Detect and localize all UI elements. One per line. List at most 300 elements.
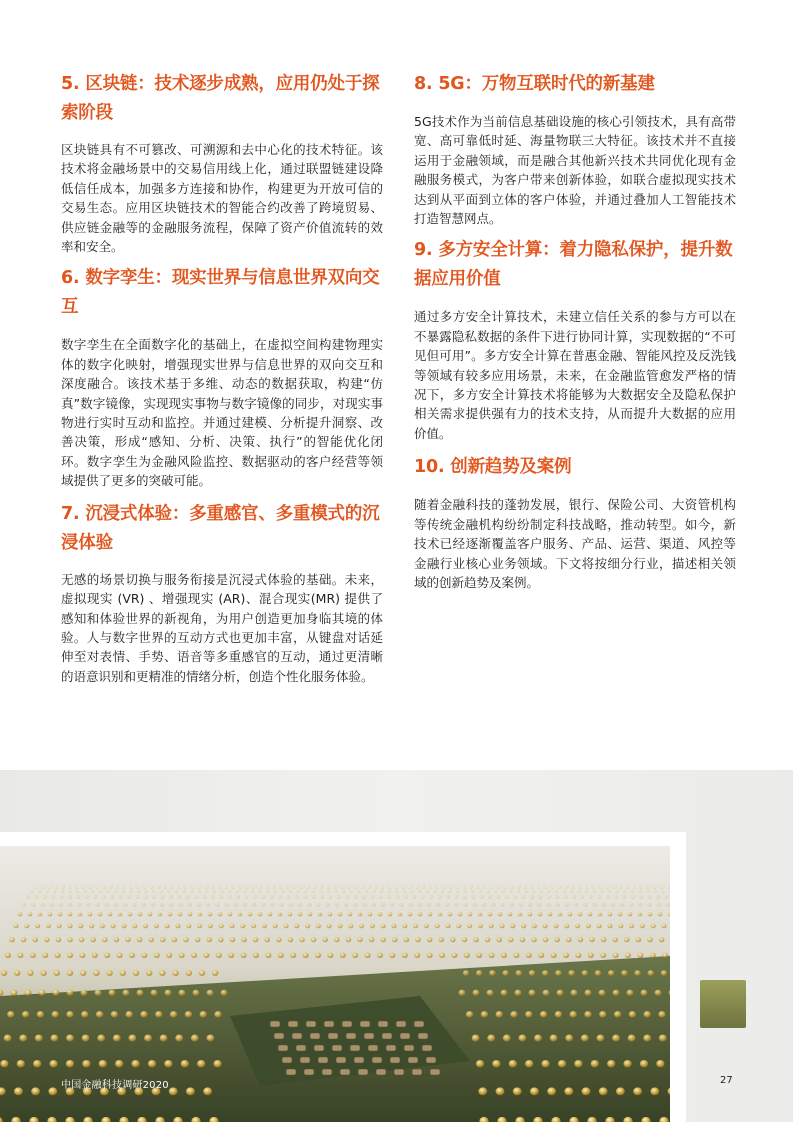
pin: [11, 990, 18, 996]
pin: [104, 953, 110, 958]
pin: [31, 903, 35, 907]
pin: [255, 885, 257, 887]
pin: [456, 924, 461, 929]
section-heading: 10. 创新趋势及案例: [414, 457, 572, 478]
pin: [570, 1011, 577, 1018]
section-heading: 5. 区块链：技术逐步成熟，应用仍处于探索阶段: [61, 74, 380, 123]
pin: [472, 1034, 480, 1041]
pin: [599, 1011, 606, 1018]
pin: [377, 953, 383, 958]
pin: [627, 990, 634, 996]
pin: [480, 895, 484, 898]
pin: [524, 886, 527, 889]
pin: [59, 903, 63, 907]
pin: [154, 953, 160, 958]
pin: [224, 903, 228, 907]
pin: [599, 886, 602, 889]
pin: [90, 937, 96, 942]
pin: [99, 890, 102, 893]
pin: [311, 937, 317, 942]
pin: [126, 1011, 133, 1018]
pin: [464, 953, 470, 958]
pin: [521, 924, 526, 929]
pin: [205, 890, 208, 893]
pin: [198, 912, 203, 916]
pin: [517, 890, 520, 893]
pin: [160, 903, 164, 907]
pin: [380, 890, 383, 893]
capacitor: [350, 1045, 360, 1051]
pin: [614, 895, 618, 898]
pin: [152, 895, 156, 898]
pin: [129, 890, 132, 893]
pin: [248, 912, 253, 916]
pin: [211, 895, 215, 898]
pin: [203, 895, 207, 898]
pin: [507, 885, 509, 887]
pin: [637, 953, 643, 958]
pin: [443, 886, 446, 889]
pin: [638, 903, 642, 907]
pin: [581, 1034, 589, 1041]
capacitor: [354, 1057, 364, 1063]
pin: [362, 895, 366, 898]
pin: [513, 953, 519, 958]
pin: [508, 937, 514, 942]
pin: [228, 953, 234, 958]
pin: [123, 990, 130, 996]
pin: [608, 912, 613, 916]
pin: [543, 990, 550, 996]
pin: [295, 895, 299, 898]
pin: [197, 903, 201, 907]
pin: [7, 1011, 14, 1018]
pin: [53, 990, 60, 996]
pin: [137, 886, 140, 889]
pin: [525, 1060, 533, 1067]
pin: [618, 912, 623, 916]
pin: [225, 886, 228, 889]
pin: [266, 886, 269, 889]
pin: [123, 903, 127, 907]
pin: [39, 885, 41, 887]
pin: [502, 890, 505, 893]
pin: [667, 886, 670, 889]
pin: [613, 886, 616, 889]
pin: [404, 937, 410, 942]
pin: [286, 886, 289, 889]
pin: [578, 912, 583, 916]
pin: [599, 990, 606, 996]
pin: [655, 990, 662, 996]
capacitor: [396, 1021, 406, 1027]
pin: [44, 937, 50, 942]
pin: [132, 924, 137, 929]
pin: [418, 912, 423, 916]
pin: [19, 1034, 27, 1041]
pin: [595, 970, 601, 976]
pin: [35, 924, 40, 929]
pin: [21, 937, 27, 942]
pin: [93, 970, 99, 976]
pin: [80, 970, 86, 976]
pin: [470, 886, 473, 889]
pin: [188, 912, 193, 916]
pin: [629, 924, 634, 929]
pin: [402, 924, 407, 929]
pin: [57, 924, 62, 929]
capacitor: [282, 1057, 292, 1063]
pin: [289, 903, 293, 907]
pin: [628, 1034, 636, 1041]
pin: [84, 890, 87, 893]
pin: [25, 990, 32, 996]
capacitor: [360, 1021, 370, 1027]
pin: [445, 924, 450, 929]
pin: [603, 885, 605, 887]
pin: [487, 1034, 495, 1041]
pin: [169, 895, 173, 898]
pin: [283, 924, 288, 929]
pin: [197, 1060, 205, 1067]
pin: [179, 990, 186, 996]
section-heading: 9. 多方安全计算：着力隐私保护，提升数据应用价值: [414, 240, 733, 290]
pin: [146, 970, 152, 976]
pin: [631, 895, 635, 898]
section-blockchain: [61, 70, 383, 256]
pin: [128, 912, 133, 916]
pin: [568, 970, 574, 976]
pin: [381, 903, 385, 907]
pin: [509, 1060, 517, 1067]
pin: [32, 937, 38, 942]
pin: [67, 953, 73, 958]
pin: [510, 924, 515, 929]
capacitor: [346, 1033, 356, 1039]
pin: [1, 970, 7, 976]
section-body: 区块链具有不可篡改、可溯源和去中心化的技术特征。该技术将金融场景中的交易信用线上化，通过联盟链建设降低信任成本，加强多方连接和协作，构建更为开放可信的交易生态。应用区块链技术的智能合约改善了跨境贸易、供应链金融等的金融服务流程，保障了资产价值流转的效率和安全。: [61, 142, 383, 255]
pin: [486, 890, 489, 893]
pin: [58, 912, 63, 916]
pin: [661, 970, 667, 976]
pin: [96, 1011, 103, 1018]
capacitor: [304, 1069, 314, 1075]
capacitor: [358, 1069, 368, 1075]
pin: [513, 885, 515, 887]
pin: [249, 885, 251, 887]
pin: [309, 885, 311, 887]
pin: [218, 912, 223, 916]
pin: [241, 953, 247, 958]
pin: [647, 886, 650, 889]
pin: [178, 903, 182, 907]
capacitor: [314, 1045, 324, 1051]
pin: [558, 886, 561, 889]
pin: [160, 937, 166, 942]
section-body: 数字孪生在全面数字化的基础上，在虚拟空间构建物理实体的数字化映射，增强现实世界与信息世界的双向交互和深度融合。该技术基于多维、动态的数据获取，构建“仿真”数字镜像，实现现实事物与数字镜像的同步，对现实事物进行实时互动和监控。并通过建模、分析提升洞察、改善决策，形成“感知、分析、决策、执行”的智能优化闭环。数字孪生为金融风险监控、数据驱动的客户经营等领域提供了更多的突破可能。: [61, 337, 383, 489]
pin: [40, 903, 44, 907]
pin: [281, 890, 284, 893]
pin: [215, 903, 219, 907]
pin: [327, 924, 332, 929]
pin: [299, 937, 305, 942]
pin: [548, 912, 553, 916]
pin: [483, 886, 486, 889]
pin: [621, 970, 627, 976]
pin: [596, 1034, 604, 1041]
pin: [46, 890, 49, 893]
pin: [545, 886, 548, 889]
capacitor: [400, 1033, 410, 1039]
pin: [501, 885, 503, 887]
pin: [220, 890, 223, 893]
pin: [547, 890, 550, 893]
pin: [111, 924, 116, 929]
pin: [399, 903, 403, 907]
pin: [585, 990, 592, 996]
pin: [137, 937, 143, 942]
pin: [212, 970, 218, 976]
pin: [612, 1034, 620, 1041]
pin: [528, 903, 532, 907]
pin: [665, 895, 669, 898]
pin: [526, 953, 532, 958]
pin: [318, 912, 323, 916]
pin: [26, 895, 30, 898]
pin: [402, 886, 405, 889]
pin: [597, 924, 602, 929]
pin: [300, 886, 303, 889]
pin: [381, 924, 386, 929]
pin: [22, 1011, 29, 1018]
capacitor: [414, 1021, 424, 1027]
pin: [578, 937, 584, 942]
pin: [123, 886, 126, 889]
capacitor: [376, 1069, 386, 1075]
pin: [334, 890, 337, 893]
pin: [557, 990, 564, 996]
pin: [575, 953, 581, 958]
pin: [230, 937, 236, 942]
pin: [346, 937, 352, 942]
pin: [532, 890, 535, 893]
pin: [206, 903, 210, 907]
pin: [445, 903, 449, 907]
capacitor: [332, 1045, 342, 1051]
pin: [40, 970, 46, 976]
pin: [638, 912, 643, 916]
pin: [369, 937, 375, 942]
pin: [629, 1011, 636, 1018]
pin: [624, 937, 630, 942]
pin: [338, 912, 343, 916]
pin: [421, 895, 425, 898]
pin: [459, 885, 461, 887]
pin: [476, 970, 482, 976]
pin: [485, 937, 491, 942]
pin: [640, 924, 645, 929]
pin: [279, 886, 282, 889]
pin: [79, 937, 85, 942]
section-body: 随着金融科技的蓬勃发展，银行、保险公司、大资管机构等传统金融机构纷纷制定科技战略，推动转型。如今，新技术已经逐渐覆盖客户服务、产品、运营、渠道、风控等金融行业核心业务领域。下文将按细分行业，描述相关领域的创新趋势及案例。: [414, 497, 736, 590]
pin: [229, 924, 234, 929]
pin: [96, 886, 99, 889]
capacitor: [394, 1069, 404, 1075]
pin: [636, 937, 642, 942]
pin: [193, 990, 200, 996]
pin: [659, 1034, 667, 1041]
pin: [159, 970, 165, 976]
pin: [141, 885, 143, 887]
pin: [438, 937, 444, 942]
pin: [540, 890, 543, 893]
pin: [243, 903, 247, 907]
pin: [219, 924, 224, 929]
capacitor: [274, 1033, 284, 1039]
pin: [160, 890, 163, 893]
pin: [31, 1087, 40, 1095]
pin: [471, 890, 474, 893]
pin: [278, 912, 283, 916]
pin: [597, 885, 599, 887]
pin: [276, 937, 282, 942]
pin: [160, 1034, 168, 1041]
section-digital-twin: [61, 264, 383, 490]
pin: [14, 970, 20, 976]
pin: [105, 885, 107, 887]
pin: [133, 970, 139, 976]
capacitor: [386, 1045, 396, 1051]
pin: [659, 937, 665, 942]
pin: [427, 953, 433, 958]
pin: [626, 886, 629, 889]
capacitor: [318, 1057, 328, 1063]
pin: [543, 924, 548, 929]
pin: [455, 895, 459, 898]
pin: [171, 886, 174, 889]
pin: [170, 1011, 177, 1018]
pin: [417, 903, 421, 907]
pin: [565, 886, 568, 889]
pin: [551, 953, 557, 958]
pin: [164, 886, 167, 889]
pin: [24, 924, 29, 929]
pin: [236, 895, 240, 898]
pin: [619, 886, 622, 889]
pin: [164, 1060, 172, 1067]
pin: [558, 912, 563, 916]
pin: [473, 990, 480, 996]
pin: [633, 1087, 642, 1095]
pin: [127, 895, 131, 898]
pin: [348, 912, 353, 916]
pin: [172, 970, 178, 976]
pin: [392, 937, 398, 942]
pin: [599, 1087, 608, 1095]
pin: [438, 912, 443, 916]
pin: [478, 924, 483, 929]
pin: [478, 912, 483, 916]
pin: [539, 895, 543, 898]
pin: [52, 1011, 59, 1018]
pin: [598, 912, 603, 916]
pin: [268, 912, 273, 916]
pin: [550, 1034, 558, 1041]
pin: [141, 953, 147, 958]
pin: [118, 912, 123, 916]
capacitor: [306, 1021, 316, 1027]
pin: [68, 895, 72, 898]
pin: [357, 937, 363, 942]
pin: [95, 903, 99, 907]
pin: [221, 990, 228, 996]
pin: [551, 886, 554, 889]
pin: [365, 890, 368, 893]
pin: [294, 924, 299, 929]
pin: [574, 1060, 582, 1067]
pin: [454, 903, 458, 907]
pin: [426, 890, 429, 893]
pin: [245, 886, 248, 889]
pin: [236, 890, 239, 893]
pin: [530, 1087, 539, 1095]
pin: [538, 953, 544, 958]
pin: [607, 924, 612, 929]
pin: [601, 903, 605, 907]
pin: [522, 895, 526, 898]
chip-edge-decoration: [700, 980, 746, 1028]
section-innovation-trends: [414, 453, 736, 592]
pin: [651, 924, 656, 929]
pin: [177, 886, 180, 889]
pin: [109, 886, 112, 889]
pin: [496, 937, 502, 942]
pin: [182, 890, 185, 893]
section-body: 无感的场景切换与服务衔接是沉浸式体验的基础。未来，虚拟现实 (VR) 、增强现实 (AR)、混合现实(MR) 提供了感知和体验世界的新视角，为用户创造更加身临其境的体验。人与数字世界的互动方式也更加丰富，从键盘对话延伸至对表情、手势、语音等多重感官的互动，通过更清晰的语意识别和更精准的情绪分析，创造个性化服务体验。: [61, 571, 383, 684]
pin: [106, 890, 109, 893]
pin: [313, 886, 316, 889]
pin: [344, 903, 348, 907]
pin: [568, 912, 573, 916]
pin: [525, 1011, 532, 1018]
pin: [575, 924, 580, 929]
pin: [633, 886, 636, 889]
pin: [138, 912, 143, 916]
pin: [371, 895, 375, 898]
pin: [304, 890, 307, 893]
pin: [612, 937, 618, 942]
pin: [206, 1034, 214, 1041]
pin: [607, 1060, 615, 1067]
pin: [56, 937, 62, 942]
pin: [531, 937, 537, 942]
capacitor: [408, 1057, 418, 1063]
pin: [588, 912, 593, 916]
pin: [553, 924, 558, 929]
capacitor: [288, 1021, 298, 1027]
pin: [532, 924, 537, 929]
pin: [368, 912, 373, 916]
pin: [288, 937, 294, 942]
pin: [312, 890, 315, 893]
pin: [211, 886, 214, 889]
pin: [413, 924, 418, 929]
pin: [375, 886, 378, 889]
pin: [350, 890, 353, 893]
pin: [396, 895, 400, 898]
pin: [505, 895, 509, 898]
pin: [62, 886, 65, 889]
